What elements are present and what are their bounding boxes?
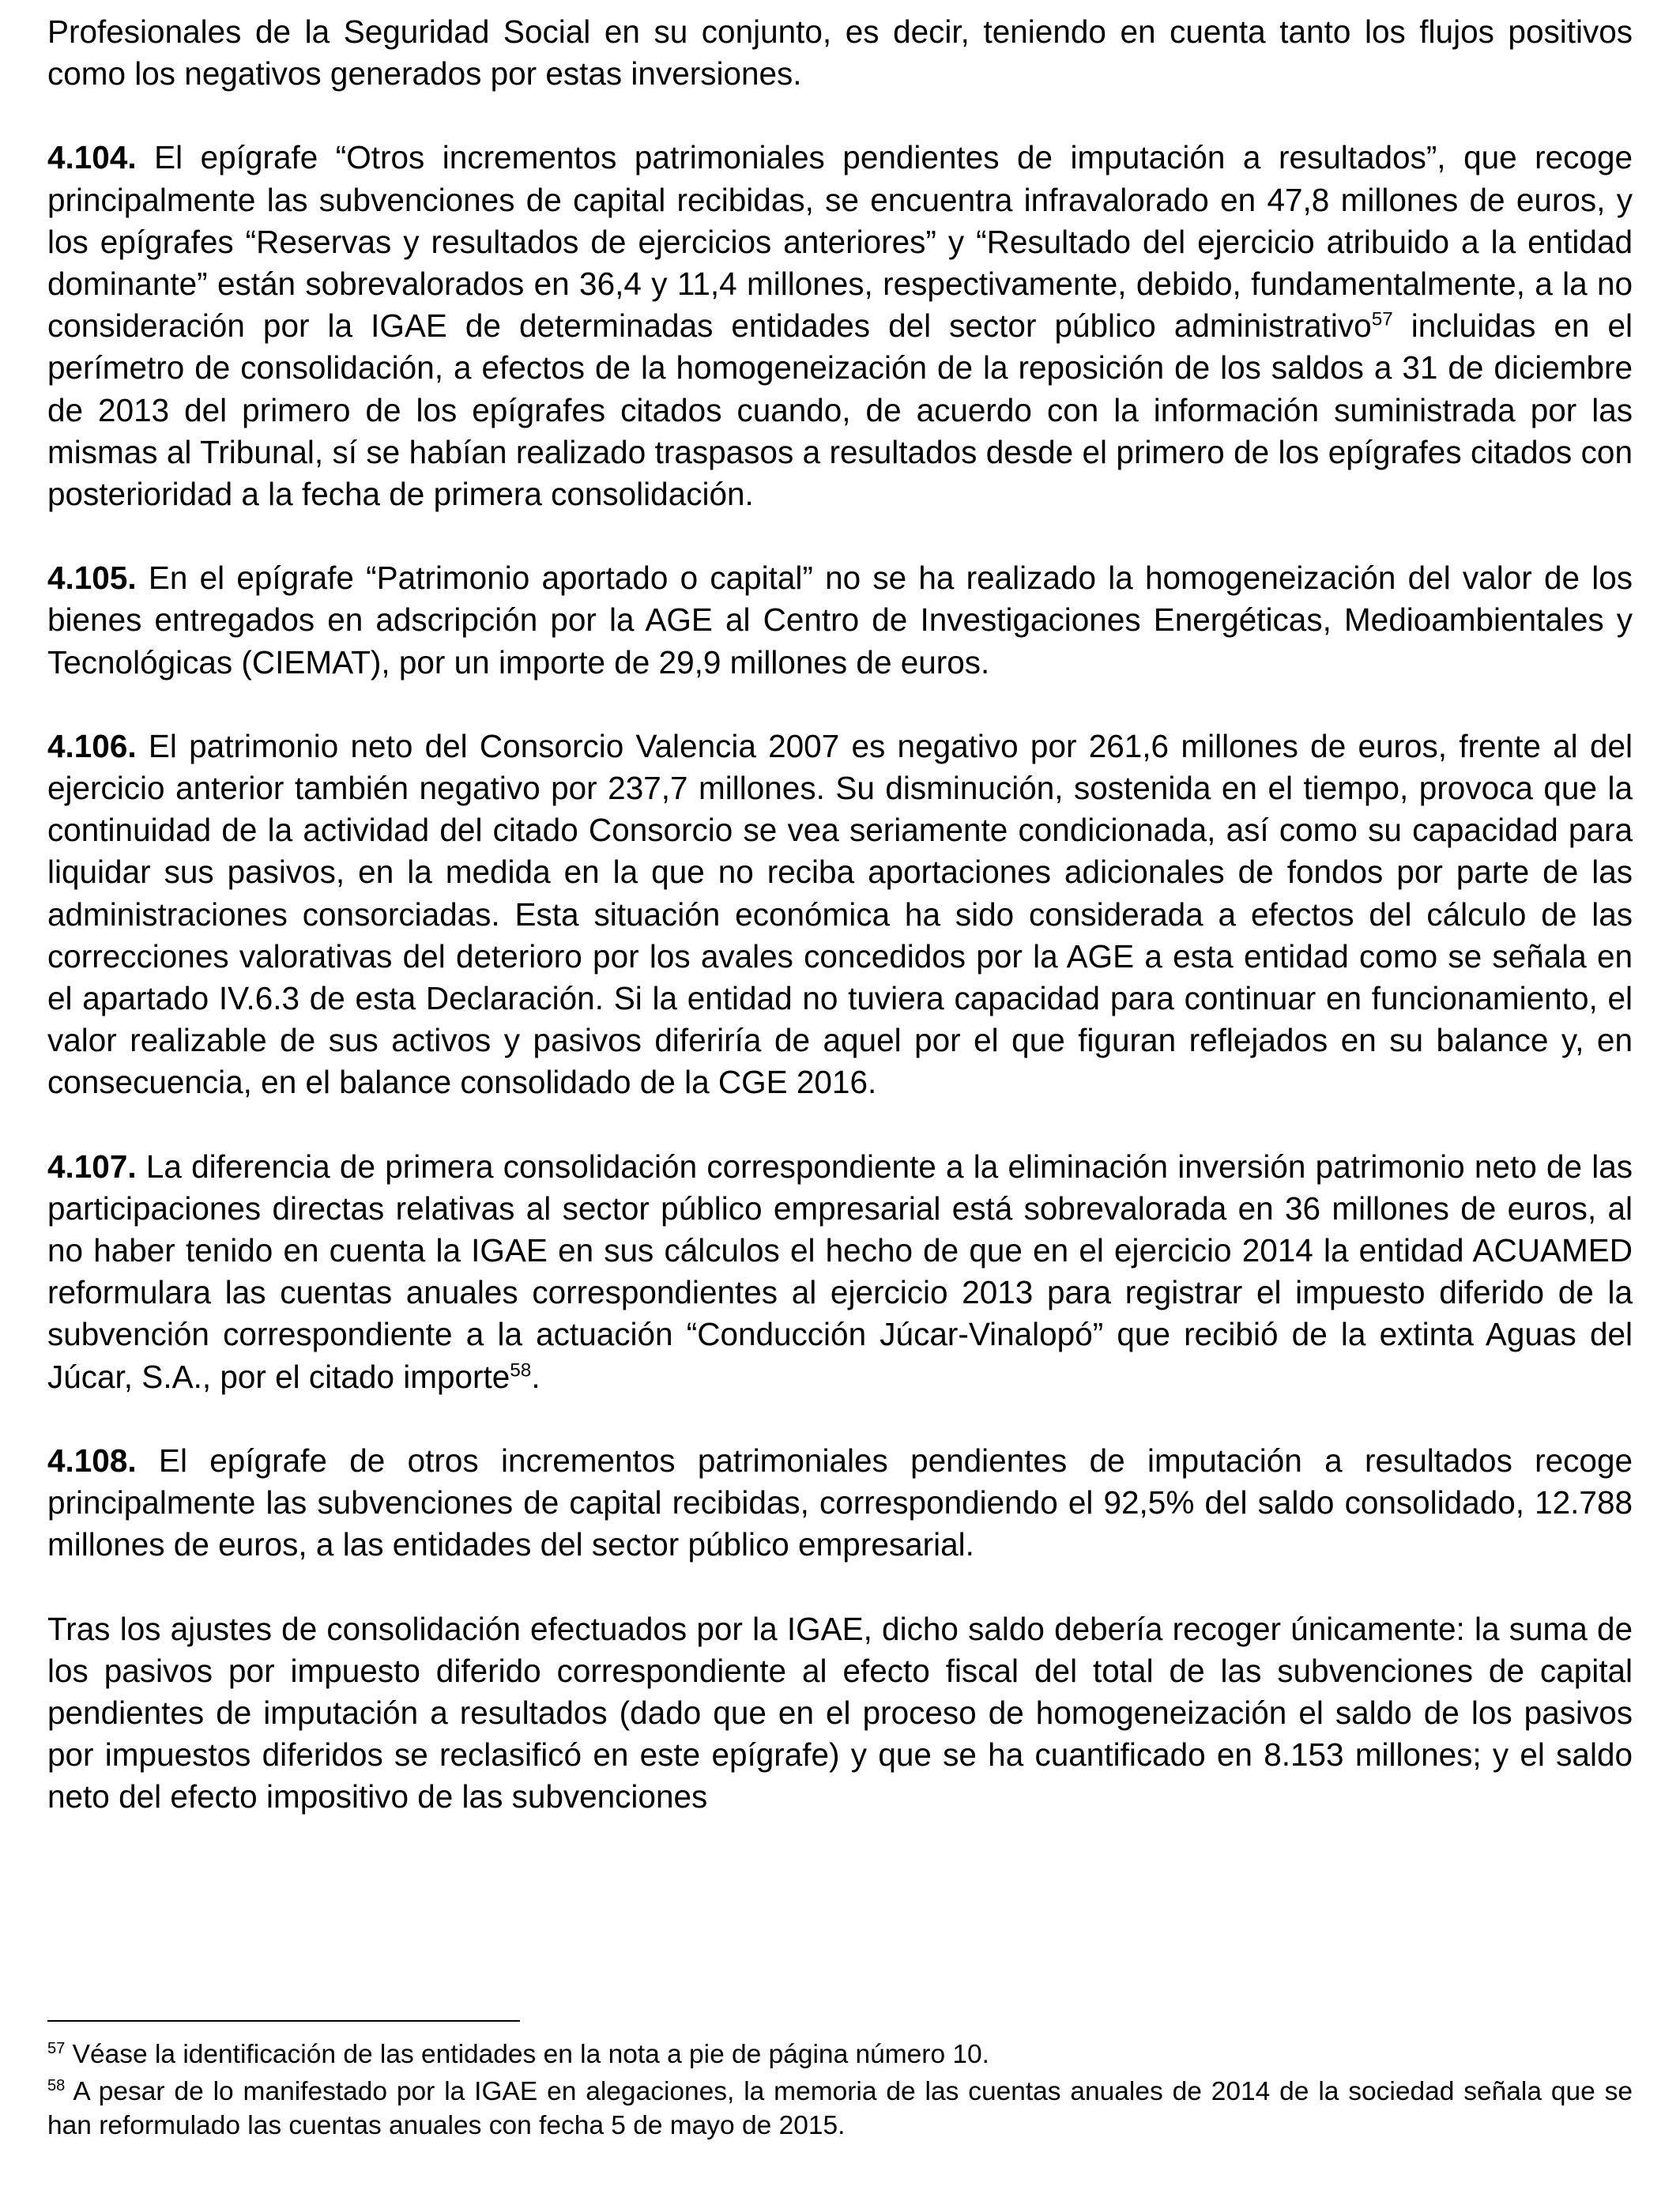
footnote-reference-58[interactable]: 58 <box>510 1359 532 1382</box>
footnote-reference-57[interactable]: 57 <box>1371 308 1393 330</box>
paragraph-text: El patrimonio neto del Consorcio Valencia 2007 es negativo por 261,6 millones de euros, frente al del ejercicio anterior también negativo por 237,7 millones. Su disminución, sostenida en el tiempo, provoca que la continuidad de la actividad del citado Consorcio se vea seriamente condicionada, así como su capacidad para liquidar sus pasivos, en la medida en la que no reciba aportaciones adicionales de fondos por parte de las administraciones consorciadas. Esta situación económica ha sido considerada a efectos del cálculo de las correcciones valorativas del deterioro por los avales concedidos por la AGE a esta entidad como se señala en el apartado IV.6.3 de esta Declaración. Si la entidad no tuviera capacidad para continuar en funcionamiento, el valor realizable de sus activos y pasivos diferiría de aquel por el que figuran reflejados en su balance y, en consecuencia, en el balance consolidado de la CGE 2016. <box>47 727 1633 1101</box>
footnote-text: A pesar de lo manifestado por la IGAE en alegaciones, la memoria de las cuentas anuales de 2014 de la sociedad señala que se han reformulado las cuentas anuales con fecha 5 de mayo de 2015. <box>47 2077 1633 2140</box>
paragraph-number: 4.104. <box>47 139 137 176</box>
paragraph-number: 4.106. <box>47 727 137 764</box>
paragraph-text: El epígrafe de otros incrementos patrimoniales pendientes de imputación a resultados recoge principalmente las subvenciones de capital recibidas, correspondiendo el 92,5% del saldo consolidado, 12.788 millones de euros, a las entidades del sector público empresarial. <box>47 1442 1633 1563</box>
paragraph-text: La diferencia de primera consolidación correspondiente a la eliminación inversión patrimonio neto de las participaciones directas relativas al sector público empresarial está sobrevalorada en 36 millones de euros, al no haber tenido en cuenta la IGAE en sus cálculos el hecho de que en el ejercicio 2014 la entidad ACUAMED reformulara las cuentas anuales correspondientes al ejercicio 2013 para registrar el impuesto diferido de la subvención correspondiente a la actuación “Conducción Júcar-Vinalopó” que recibió de la extinta Aguas del Júcar, S.A., por el citado importe <box>47 1148 1633 1395</box>
paragraph-continuation <box>47 11 1633 95</box>
paragraph-text: En el epígrafe “Patrimonio aportado o capital” no se ha realizado la homogeneización del valor de los bienes entregados en adscripción por la AGE al Centro de Investigaciones Energéticas, Medioambientales y Tecnológicas (CIEMAT), por un importe de 29,9 millones de euros. <box>47 560 1633 680</box>
paragraph-number: 4.107. <box>47 1148 137 1185</box>
paragraph-4-104 <box>47 137 1633 515</box>
paragraph-text-continued: incluidas en el perímetro de consolidación, a efectos de la homogeneización de la reposición de los saldos a 31 de diciembre de 2013 del primero de los epígrafes citados cuando, de acuerdo con la información suministrada por las mismas al Tribunal, sí se habían realizado traspasos a resultados desde el primero de los epígrafes citados con posterioridad a la fecha de primera consolidación. <box>47 307 1633 513</box>
paragraph-text: El epígrafe “Otros incrementos patrimoniales pendientes de imputación a resultados”, que recoge principalmente las subvenciones de capital recibidas, se encuentra infravalorado en 47,8 millones de euros, y los epígrafes “Reservas y resultados de ejercicios anteriores” y “Resultado del ejercicio atribuido a la entidad dominante” están sobrevalorados en 36,4 y 11,4 millones, respectivamente, debido, fundamentalmente, a la no consideración por la IGAE de determinadas entidades del sector público administrativo <box>47 139 1633 345</box>
paragraph-4-106 <box>47 726 1633 1104</box>
paragraph-tras-los-ajustes <box>47 1608 1633 1819</box>
footnote-57 <box>47 2038 1633 2071</box>
paragraph-number: 4.108. <box>47 1442 137 1479</box>
footnote-text: Véase la identificación de las entidades en la nota a pie de página número 10. <box>65 2040 989 2069</box>
paragraph-4-108 <box>47 1440 1633 1566</box>
paragraph-text-continued: . <box>531 1358 541 1395</box>
paragraph-number: 4.105. <box>47 560 137 597</box>
footnote-separator <box>47 2020 520 2022</box>
paragraph-4-107 <box>47 1146 1633 1398</box>
footnote-mark: 58 <box>47 2076 66 2094</box>
footnote-58 <box>47 2075 1633 2143</box>
paragraph-4-105 <box>47 557 1633 684</box>
document-body <box>47 11 1633 1860</box>
paragraph-text: Tras los ajustes de consolidación efectuados por la IGAE, dicho saldo debería recoger únicamente: la suma de los pasivos por impuesto diferido correspondiente al efecto fiscal del total de las subvenciones de capital pendientes de imputación a resultados (dado que en el proceso de homogeneización el saldo de los pasivos por impuestos diferidos se reclasificó en este epígrafe) y que se ha cuantificado en 8.153 millones; y el saldo neto del efecto impositivo de las subvenciones <box>47 1610 1633 1815</box>
footnotes <box>47 2020 1633 2146</box>
paragraph-text: Profesionales de la Seguridad Social en su conjunto, es decir, teniendo en cuenta tanto los flujos positivos como los negativos generados por estas inversiones. <box>47 13 1633 92</box>
footnote-mark: 57 <box>47 2039 66 2057</box>
